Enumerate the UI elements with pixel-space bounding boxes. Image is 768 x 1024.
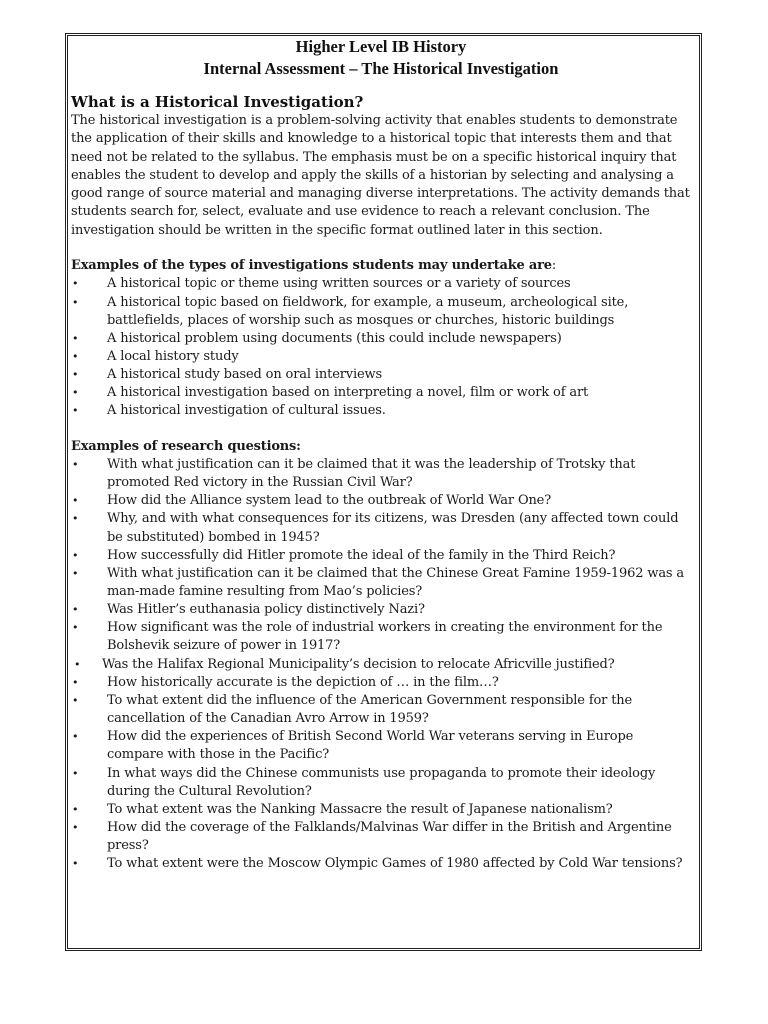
list-item: • With what justification can it be claimed that it was the leadership of Trotsky that promoted Red victory in the Russian Civil War? bbox=[72, 456, 636, 491]
bullet-icon: • bbox=[72, 277, 79, 291]
bullet-icon: • bbox=[72, 457, 79, 471]
list-item: • A local history study bbox=[71, 348, 691, 366]
list-item: • A historical problem using documents (this could include newspapers) bbox=[71, 330, 691, 348]
list-item: • How historically accurate is the depiction of … in the film…? bbox=[71, 674, 691, 692]
intro-paragraph: The historical investigation is a problem-solving activity that enables students to demonstrate the application of their skills and knowledge to a historical topic that interests them and that need not be related to the syllabus. The emphasis must be on a specific historical inquiry that enables the student to develop and apply the skills of a historian by selecting and analysing a good range of source material and managing diverse interpretations. The activity demands that students search for, select, evaluate and use evidence to reach a relevant conclusion. The investigation should be written in the specific format outlined later in this section. bbox=[71, 113, 690, 238]
bullet-icon: • bbox=[72, 730, 79, 744]
bullet-icon: • bbox=[72, 693, 79, 707]
bullet-icon: • bbox=[72, 350, 79, 363]
list-item: • To what extent were the Moscow Olympic Games of 1980 affected by Cold War tensions? bbox=[71, 855, 691, 873]
list-item: • How significant was the role of industrial workers in creating the environment for the Bolshevik seizure of power in 1917? bbox=[72, 620, 663, 654]
list-item: • Why, and with what consequences for its citizens, was Dresden (any affected town could be substituted) bombed in 1945? bbox=[72, 511, 679, 545]
bullet-icon: • bbox=[72, 802, 79, 816]
research-questions-heading: Examples of research questions: bbox=[71, 438, 301, 454]
bullet-icon: • bbox=[72, 494, 79, 508]
list-item: • How successfully did Hitler promote the ideal of the family in the Third Reich? bbox=[71, 547, 691, 565]
investigation-types-heading bbox=[71, 257, 691, 275]
list-item: • How did the Alliance system lead to the outbreak of World War One? bbox=[71, 492, 691, 510]
list-item: • A historical topic or theme using written sources or a variety of sources bbox=[71, 275, 691, 293]
bullet-icon: • bbox=[72, 404, 79, 418]
bullet-icon: • bbox=[72, 675, 79, 689]
bullet-icon: • bbox=[72, 512, 79, 526]
list-item: • A historical study based on oral interviews bbox=[71, 366, 691, 384]
list-item: • How did the experiences of British Second World War veterans serving in Europe compare with those in the Pacific? bbox=[72, 729, 634, 763]
bullet-icon: • bbox=[72, 821, 79, 835]
list-item: • To what extent was the Nanking Massacre the result of Japanese nationalism? bbox=[71, 801, 691, 819]
list-item: • With what justification can it be claimed that the Chinese Great Famine 1959-1962 was a man-made famine resulting from Mao’s policies? bbox=[72, 565, 685, 600]
bullet-icon: • bbox=[74, 657, 81, 671]
research-questions-list bbox=[71, 456, 691, 874]
bullet-icon: • bbox=[72, 331, 79, 345]
document-body bbox=[71, 36, 691, 874]
list-item: • In what ways did the Chinese communists use propaganda to promote their ideology during the Cultural Revolution? bbox=[72, 765, 656, 799]
section-heading: What is a Historical Investigation? bbox=[71, 93, 364, 111]
bullet-icon: • bbox=[72, 368, 79, 382]
list-item: • To what extent did the influence of the American Government responsible for the cancellation of the Canadian Avro Arrow in 1959? bbox=[72, 692, 633, 727]
list-item: • How did the coverage of the Falklands/Malvinas War differ in the British and Argentine press? bbox=[72, 820, 672, 854]
bullet-icon: • bbox=[72, 621, 79, 635]
bullet-icon: • bbox=[72, 566, 79, 580]
list-item: • A historical investigation of cultural issues. bbox=[71, 402, 691, 420]
investigation-types-heading-text: Examples of the types of investigations students may undertake are bbox=[71, 258, 552, 274]
heading-colon: : bbox=[551, 258, 557, 274]
bullet-icon: • bbox=[72, 548, 79, 562]
document-subtitle: Internal Assessment – The Historical Investigation bbox=[203, 59, 559, 78]
bullet-icon: • bbox=[72, 295, 79, 309]
list-item: • A historical topic based on fieldwork, for example, a museum, archeological site, battlefields, places of worship such as mosques or churches, historic buildings bbox=[72, 294, 629, 328]
investigation-types-list bbox=[71, 275, 691, 420]
bullet-icon: • bbox=[72, 386, 79, 400]
list-item: • Was the Halifax Regional Municipality’s decision to relocate Africville justified? bbox=[71, 656, 691, 674]
document-title: Higher Level IB History bbox=[295, 37, 467, 56]
bullet-icon: • bbox=[72, 857, 79, 871]
bullet-icon: • bbox=[72, 766, 79, 780]
list-item: • Was Hitler’s euthanasia policy distinctively Nazi? bbox=[71, 601, 691, 619]
bullet-icon: • bbox=[72, 603, 79, 617]
list-item: • A historical investigation based on interpreting a novel, film or work of art bbox=[71, 384, 691, 402]
